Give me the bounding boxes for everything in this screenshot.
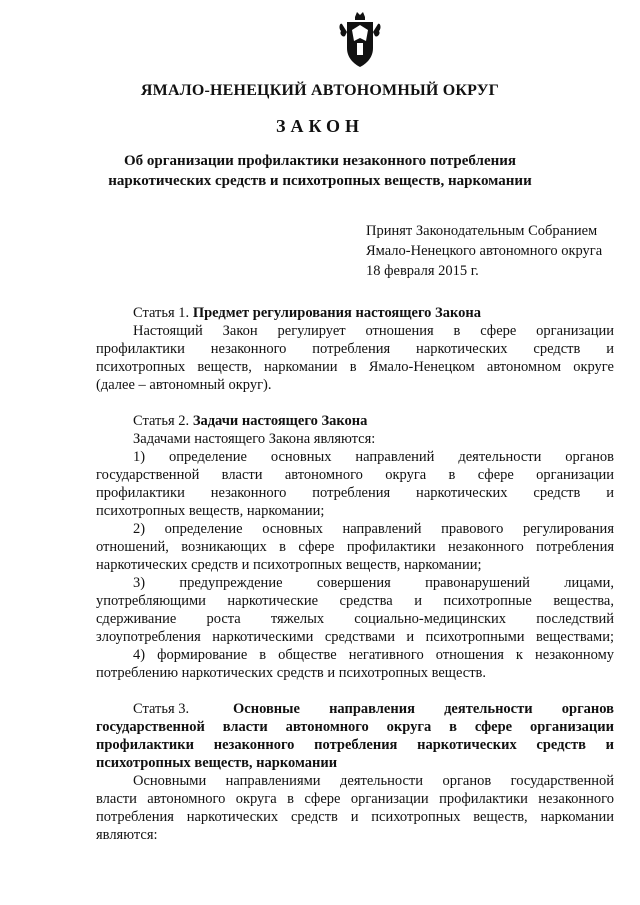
article-2-line: психотропных веществ, наркомании;: [96, 503, 325, 519]
document-type: ЗАКОН: [275, 116, 365, 136]
article-3-line: являются:: [96, 827, 158, 843]
adoption-line: Принят Законодательным Собранием: [366, 223, 598, 239]
article-2-title: Задачи настоящего Закона: [192, 413, 368, 429]
article-2-line: 4) формирование в обществе негативного отношения к незаконному: [133, 647, 614, 663]
article-3-line: потребления наркотических средств и психотропных веществ, наркомании: [96, 809, 614, 825]
adoption-line: Ямало-Ненецкого автономного округа: [366, 243, 603, 259]
article-2-line: государственной власти автономного округа в сфере организации: [96, 467, 614, 483]
article-3-heading-line: профилактики незаконного потребления наркотических средств и: [96, 737, 614, 753]
article-2-line: потреблению наркотических средств и психотропных веществ.: [96, 665, 486, 681]
region-name: ЯМАЛО-НЕНЕЦКИЙ АВТОНОМНЫЙ ОКРУГ: [140, 82, 500, 99]
article-2-line: Задачами настоящего Закона являются:: [133, 431, 376, 447]
article-2-line: профилактики незаконного потребления наркотических средств и: [96, 485, 614, 501]
article-1-line: (далее – автономный округ).: [96, 377, 272, 393]
article-3-heading-line: государственной власти автономного округа в сфере организации: [96, 719, 614, 735]
article-1-title: Предмет регулирования настоящего Закона: [192, 305, 481, 321]
article-2-line: 3) предупреждение совершения правонарушений лицами,: [133, 575, 614, 591]
article-2-line: наркотических средств и психотропных веществ, наркомании;: [96, 557, 482, 573]
article-2-line: отношений, возникающих в сфере профилактики незаконного потребления: [96, 539, 614, 555]
adoption-note: [366, 221, 602, 281]
article-3-line: Основными направлениями деятельности органов государственной: [133, 773, 614, 789]
law-title-line: Об организации профилактики незаконного потребления: [123, 153, 516, 169]
coat-of-arms-icon: [338, 10, 382, 70]
article-1-line: профилактики незаконного потребления наркотических средств и: [96, 341, 614, 357]
article-1-line: психотропных веществ, наркомании в Ямало-Ненецком автономном округе: [96, 359, 614, 375]
article-3-heading-line: психотропных веществ, наркомании: [96, 755, 338, 771]
article-2-line: 1) определение основных направлений деятельности органов: [133, 449, 614, 465]
adoption-date: 18 февраля 2015 г.: [366, 263, 479, 279]
article-2-line: злоупотребления наркотическими средствами и психотропными веществами;: [96, 629, 614, 645]
article-2-line: употребляющими наркотические средства и психотропные вещества,: [96, 593, 614, 609]
article-1-heading: Статья 1. Предмет регулирования настоящего Закона: [133, 305, 481, 321]
article-3-heading-line: Основные направления деятельности органов: [233, 701, 614, 717]
article-2-line: сдерживание роста тяжелых социально-медицинских последствий: [96, 611, 614, 627]
article-2-line: 2) определение основных направлений правового регулирования: [133, 521, 614, 537]
article-3-line: власти автономного округа в сфере организации профилактики незаконного: [96, 791, 614, 807]
law-title-line: наркотических средств и психотропных веществ, наркомании: [108, 173, 532, 189]
article-3-prefix: Статья 3.: [133, 701, 190, 717]
law-title: [0, 151, 640, 191]
article-2-heading: Статья 2. Задачи настоящего Закона: [133, 413, 368, 429]
article-1-line: Настоящий Закон регулирует отношения в сфере организации: [133, 323, 614, 339]
